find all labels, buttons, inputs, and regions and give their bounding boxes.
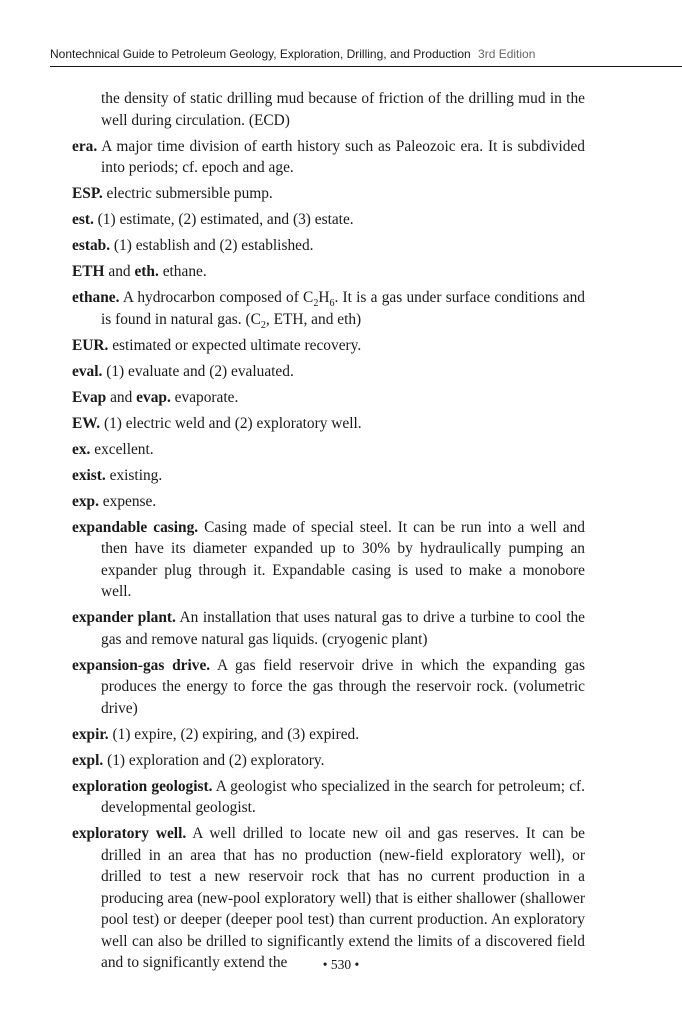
glossary-entry-ethane xyxy=(72,287,585,330)
entry-term: era. xyxy=(72,137,98,155)
entry-definition: expense. xyxy=(102,492,157,510)
entry-term: ESP. xyxy=(72,185,103,202)
entry-definition: (1) establish and (2) established. xyxy=(113,237,314,254)
entry-term: expandable casing. xyxy=(72,518,199,536)
entry-definition: (1) exploration and (2) exploratory. xyxy=(107,751,325,769)
entry-term: expander plant. xyxy=(72,609,176,626)
entry-definition: excellent. xyxy=(94,440,154,458)
running-header-edition: 3rd Edition xyxy=(478,47,536,61)
entry-term: Evap xyxy=(72,388,107,406)
entry-term: exp. xyxy=(72,492,99,510)
entry-definition: A well drilled to locate new oil and gas reserves. It can be drilled in an area that has no production (new-field exploratory well), or drilled to test a new reservoir rock that has no current production in a producing area (new-pool exploratory well) that is either shallower (shallower pool test) or deeper (deeper pool test) than current production. An exploratory well can also be drilled to significantly extend the limits of a discovered field and to significantly extend the xyxy=(101,825,585,971)
glossary-entry-est xyxy=(72,209,585,231)
entry-definition: existing. xyxy=(109,466,163,484)
glossary-entry-expir xyxy=(72,724,585,746)
entry-term: exploration geologist. xyxy=(72,777,213,795)
entry-definition: A gas field reservoir drive in which the expanding gas produces the energy to force the gas through the reservoir rock. (volumetric drive) xyxy=(101,656,585,717)
glossary-entry-era xyxy=(72,136,585,179)
entry-term-alt: eth. xyxy=(134,263,159,280)
glossary-entry-expandable-casing xyxy=(72,517,585,603)
header-rule xyxy=(50,66,682,67)
glossary-entries xyxy=(72,88,585,978)
entry-definition: A major time division of earth history such as Paleozoic era. It is subdivided into periods; cf. epoch and age. xyxy=(101,137,585,176)
glossary-entry-ew xyxy=(72,413,585,435)
entry-term: ethane. xyxy=(72,289,120,306)
entry-term: expansion-gas drive. xyxy=(72,656,211,674)
entry-definition: (1) expire, (2) expiring, and (3) expired. xyxy=(112,725,360,743)
entry-term: EUR. xyxy=(72,336,109,354)
entry-definition: (1) estimate, (2) estimated, and (3) estate. xyxy=(97,211,354,228)
glossary-entry-estab xyxy=(72,235,585,257)
glossary-entry-exp xyxy=(72,491,585,513)
glossary-entry-expansion-gas-drive xyxy=(72,655,585,720)
glossary-entry-expander-plant xyxy=(72,607,585,650)
entry-term: ex. xyxy=(72,440,91,458)
glossary-entry-expl xyxy=(72,750,585,772)
entry-definition: An installation that uses natural gas to drive a turbine to cool the gas and remove natural gas liquids. (cryogenic plant) xyxy=(101,609,585,648)
glossary-entry-eval xyxy=(72,361,585,383)
glossary-entry-exist xyxy=(72,465,585,487)
glossary-entry-esp xyxy=(72,183,585,205)
entry-term: expl. xyxy=(72,751,104,769)
running-header-title: Nontechnical Guide to Petroleum Geology, Exploration, Drilling, and Production xyxy=(50,47,471,61)
entry-definition: estimated or expected ultimate recovery. xyxy=(112,336,362,354)
glossary-entry-ex xyxy=(72,439,585,461)
glossary-entry-exploration-geologist xyxy=(72,776,585,819)
entry-term: ETH xyxy=(72,263,105,280)
continued-definition: the density of static drilling mud because of friction of the drilling mud in the well during circulation. (ECD) xyxy=(101,90,585,129)
entry-definition: ethane. xyxy=(162,263,207,280)
entry-term: est. xyxy=(72,211,94,228)
entry-definition: A geologist who specialized in the search for petroleum; cf. developmental geologist. xyxy=(101,777,585,816)
entry-term: expir. xyxy=(72,725,109,743)
entry-term: EW. xyxy=(72,414,101,432)
entry-term: exist. xyxy=(72,466,106,484)
entry-joiner: and xyxy=(108,263,131,280)
entry-definition: electric submersible pump. xyxy=(106,185,273,202)
glossary-entry-exploratory-well xyxy=(72,823,585,974)
entry-joiner: and xyxy=(110,388,133,406)
entry-definition: (1) electric weld and (2) exploratory well. xyxy=(103,414,362,432)
entry-term-alt: evap. xyxy=(136,388,171,406)
entry-term: estab. xyxy=(72,237,111,254)
entry-definition: evaporate. xyxy=(174,388,239,406)
running-header xyxy=(50,47,682,67)
entry-definition: Casing made of special steel. It can be run into a well and then have its diameter expanded up to 30% by hydraulically pumping an expander plug through it. Expandable casing is used to make a monobore well. xyxy=(101,518,585,600)
glossary-entry-eur xyxy=(72,335,585,357)
entry-definition: (1) evaluate and (2) evaluated. xyxy=(106,362,294,380)
page-number: • 530 • xyxy=(322,957,360,972)
entry-definition: A hydrocarbon composed of $C_2H_6$. It is a gas under surface conditions and is found in natural gas. ($C_2$, ETH, and eth) xyxy=(101,289,585,331)
glossary-entry-evap xyxy=(72,387,585,409)
entry-term: exploratory well. xyxy=(72,825,187,842)
glossary-entry-eth xyxy=(72,261,585,283)
entry-term: eval. xyxy=(72,362,103,380)
